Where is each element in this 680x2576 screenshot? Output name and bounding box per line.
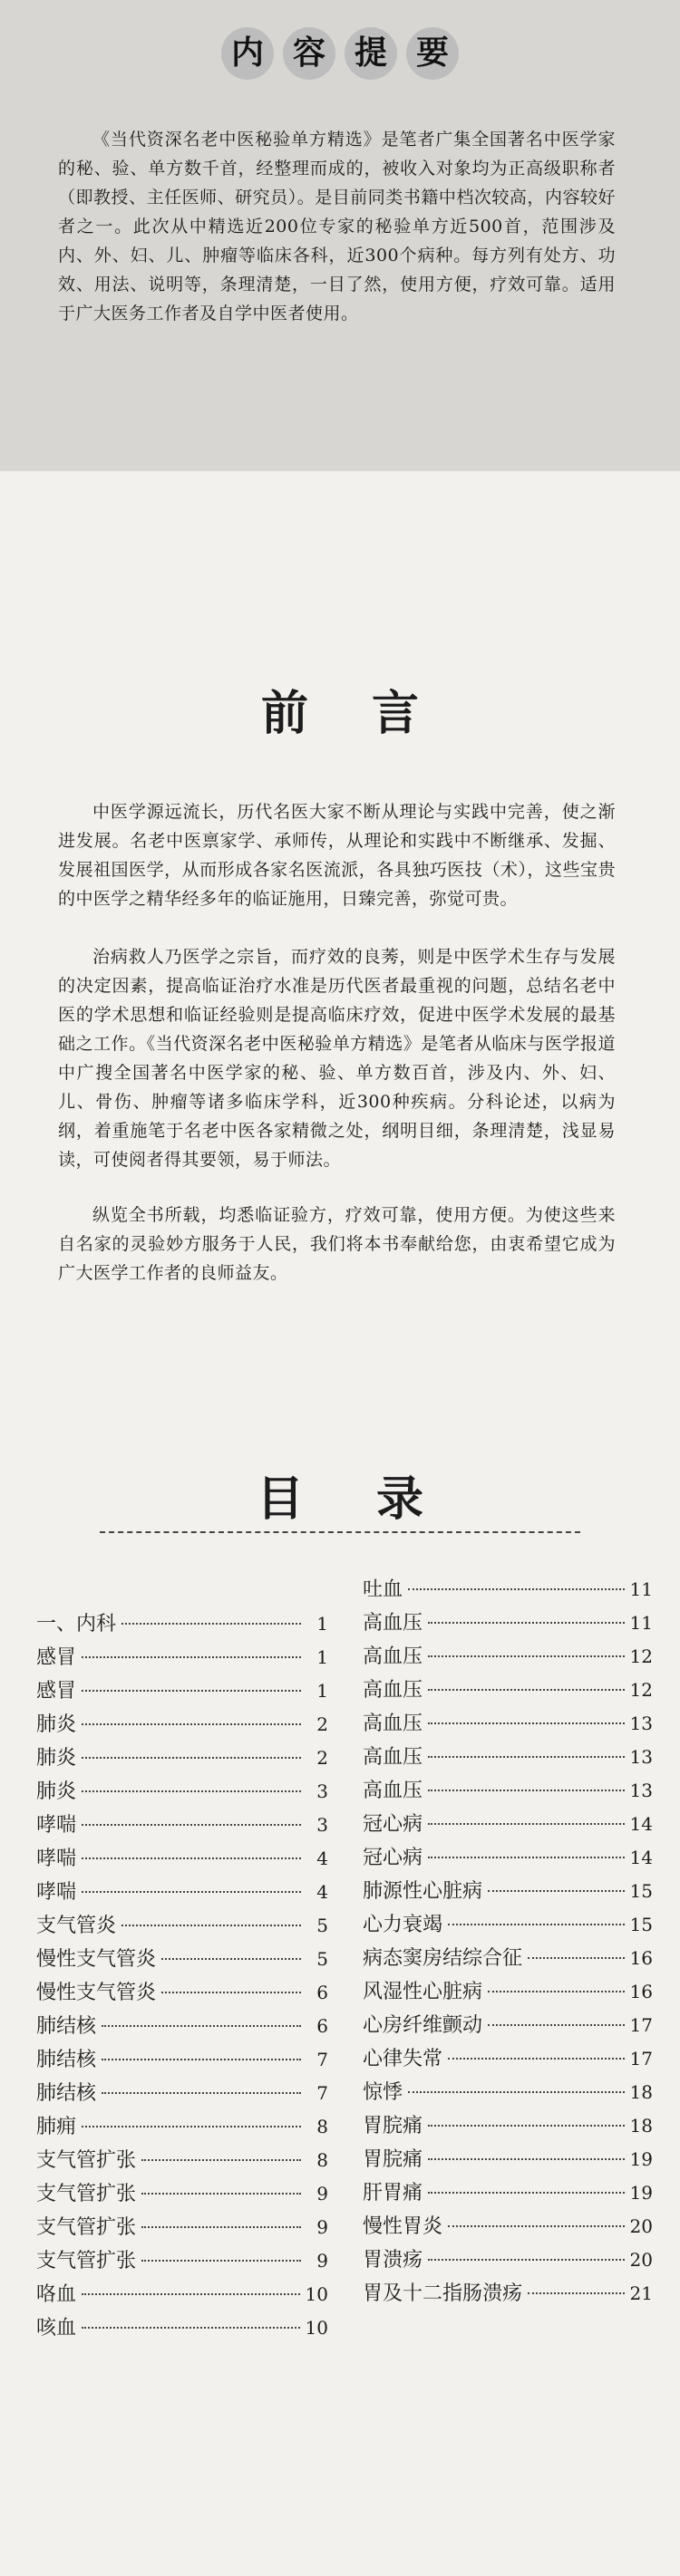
toc-entry[interactable] xyxy=(363,1976,653,2010)
toc-entry[interactable] xyxy=(36,1675,328,1709)
toc-entry-page: 17 xyxy=(629,2048,653,2069)
toc-leader-dots xyxy=(82,2327,300,2329)
toc-entry[interactable] xyxy=(36,2212,328,2245)
toc-entry-page: 10 xyxy=(305,2317,328,2339)
toc-entry[interactable] xyxy=(363,1574,653,1607)
preface-title-char: 前 xyxy=(260,687,308,741)
toc-leader-dots xyxy=(141,2159,301,2161)
toc-entry-label: 肺结核 xyxy=(36,2049,97,2071)
toc-entry-label: 支气管炎 xyxy=(36,1915,117,1937)
toc-leader-dots xyxy=(428,1622,625,1624)
toc-leader-dots xyxy=(408,1588,625,1590)
toc-entry[interactable] xyxy=(36,2312,328,2346)
toc-entry[interactable] xyxy=(363,1876,653,1909)
toc-entry[interactable] xyxy=(36,1608,328,1642)
toc-entry-page: 3 xyxy=(316,1814,328,1836)
toc-entry-page: 13 xyxy=(629,1713,653,1734)
toc-entry-label: 风湿性心脏病 xyxy=(363,1981,483,2003)
toc-entry[interactable] xyxy=(363,1943,653,1976)
preface-paragraph: 纵览全书所载，均悉临证验方，疗效可靠，使用方便。为使这些来自名家的灵验妙方服务于人民，我们将本书奉献给您，由衷希望它成为广大医学工作者的良师益友。 xyxy=(58,1205,616,1283)
toc-entry[interactable] xyxy=(363,1708,653,1741)
toc-leader-dots xyxy=(161,1992,301,1993)
toc-entry-page: 9 xyxy=(316,2250,328,2272)
toc-leader-dots xyxy=(428,2125,625,2127)
preface-paragraph: 治病救人乃医学之宗旨，而疗效的良莠，则是中医学术生存与发展的决定因素，提高临证治疗水准是历代医者最重视的问题，总结名老中医的学术思想和临证经验则是提高临床疗效，促进中医学术发展的最基础之工作。《当代资深名老中医秘验单方精选》是笔者从临床与医学报道中广搜全国著名中医学家的秘、验、单方数百首，涉及内、外、妇、儿、骨伤、肿瘤等诸多临床学科，近300种疾病。分科论述，以病为纲，着重施笔于名老中医各家精微之处，纲明目细，条理清楚，浅显易读，可使阅者得其要领，易于师法。 xyxy=(58,947,616,1170)
toc-leader-dots xyxy=(428,2158,625,2160)
toc-entry[interactable] xyxy=(36,1944,328,1977)
toc-entry-page: 6 xyxy=(316,2015,328,2037)
toc-leader-dots xyxy=(82,1891,301,1893)
toc-entry-page: 11 xyxy=(629,1578,653,1600)
toc-entry[interactable] xyxy=(363,2043,653,2077)
toc-entry-page: 5 xyxy=(316,1948,328,1970)
toc-entry-page: 19 xyxy=(629,2182,653,2204)
toc-entry-label: 胃脘痛 xyxy=(363,2115,423,2137)
toc-entry[interactable] xyxy=(363,1741,653,1775)
toc-entry-page: 2 xyxy=(316,1747,328,1769)
toc-entry[interactable] xyxy=(36,1977,328,2011)
toc-entry-page: 1 xyxy=(316,1613,328,1635)
toc-entry-label: 哮喘 xyxy=(36,1848,77,1870)
toc-entry[interactable] xyxy=(36,1877,328,1910)
toc-leader-dots xyxy=(102,2059,301,2060)
toc-leader-dots xyxy=(82,1824,301,1826)
toc-leader-dots xyxy=(408,2091,625,2093)
toc-entry-label: 高血压 xyxy=(363,1780,423,1802)
toc-entry[interactable] xyxy=(363,1809,653,1842)
toc-entry[interactable] xyxy=(36,2279,328,2312)
toc-entry-label: 胃脘痛 xyxy=(363,2148,423,2171)
toc-entry-page: 21 xyxy=(629,2282,653,2304)
toc-leader-dots xyxy=(428,2192,625,2194)
summary-title xyxy=(0,27,680,80)
toc-entry-page: 20 xyxy=(629,2215,653,2237)
toc-entry-page: 11 xyxy=(629,1612,653,1634)
toc-entry[interactable] xyxy=(363,1909,653,1943)
toc-entry-page: 9 xyxy=(316,2183,328,2205)
toc-leader-dots xyxy=(428,1857,625,1858)
toc-leader-dots xyxy=(82,1857,301,1859)
toc-right-column xyxy=(363,1574,653,2311)
toc-entry-label: 肺源性心脏病 xyxy=(363,1880,483,1903)
summary-title-char: 容 xyxy=(283,27,335,80)
toc-entry-label: 心力衰竭 xyxy=(363,1914,443,1936)
toc-leader-dots xyxy=(102,2092,301,2094)
toc-leader-dots xyxy=(82,2126,301,2127)
toc-leader-dots xyxy=(428,1722,625,1724)
toc-entry[interactable] xyxy=(36,2178,328,2212)
toc-entry-label: 哮喘 xyxy=(36,1881,77,1904)
toc-leader-dots xyxy=(428,1756,625,1758)
toc-entry-label: 高血压 xyxy=(363,1612,423,1635)
toc-entry[interactable] xyxy=(36,2078,328,2111)
toc-entry[interactable] xyxy=(36,1776,328,1809)
toc-entry-page: 7 xyxy=(316,2082,328,2104)
preface-paragraph: 中医学源远流长，历代名医大家不断从理论与实践中完善，使之渐进发展。名老中医禀家学、承师传，从理论和实践中不断继承、发掘、发展祖国医学，从而形成各家名医流派，各具独巧医技（术），这些宝贵的中医学之精华经多年的临证施用，日臻完善，弥觉可贵。 xyxy=(58,802,616,909)
toc-entry-page: 8 xyxy=(316,2116,328,2137)
summary-text: 《当代资深名老中医秘验单方精选》是笔者广集全国著名中医学家的秘、验、单方数千首，经整理而成的，被收入对象均为正高级职称者（即教授、主任医师、研究员）。是目前同类书籍中档次较高，内容较好者之一。此次从中精选近200位专家的秘验单方近500首，范围涉及内、外、妇、儿、肿瘤等临床各科，近300个病种。每方列有处方、功效、用法、说明等，条理清楚，一目了然，使用方便，疗效可靠。适用于广大医务工作者及自学中医者使用。 xyxy=(58,130,616,323)
toc-entry-label: 心律失常 xyxy=(363,2048,443,2070)
toc-entry[interactable] xyxy=(363,1775,653,1809)
toc-entry-label: 一、内科 xyxy=(36,1613,117,1635)
toc-entry-page: 13 xyxy=(629,1746,653,1768)
toc-entry-page: 14 xyxy=(629,1847,653,1868)
toc-entry-label: 冠心病 xyxy=(363,1813,423,1836)
toc-leader-dots xyxy=(528,2292,625,2294)
toc-entry-label: 胃溃疡 xyxy=(363,2249,423,2272)
toc-entry[interactable] xyxy=(363,1607,653,1641)
toc-entry-page: 17 xyxy=(629,2014,653,2036)
toc-leader-dots xyxy=(488,1890,625,1892)
toc-entry[interactable] xyxy=(36,1843,328,1877)
toc-entry-label: 支气管扩张 xyxy=(36,2149,137,2172)
toc-left-column xyxy=(36,1608,328,2346)
toc-entry-label: 高血压 xyxy=(363,1679,423,1702)
toc-entry[interactable] xyxy=(363,2110,653,2144)
toc-entry-label: 支气管扩张 xyxy=(36,2183,137,2205)
toc-entry-label: 咯血 xyxy=(36,2283,77,2306)
toc-leader-dots xyxy=(121,1623,301,1625)
toc-entry-label: 哮喘 xyxy=(36,1814,77,1837)
toc-entry-page: 4 xyxy=(316,1881,328,1903)
toc-entry-page: 8 xyxy=(316,2149,328,2171)
toc-leader-dots xyxy=(428,1790,625,1791)
toc-entry-page: 1 xyxy=(316,1680,328,1702)
toc-entry-page: 1 xyxy=(316,1646,328,1668)
toc-entry[interactable] xyxy=(36,1742,328,1776)
toc-title xyxy=(0,1461,680,1529)
toc-entry-page: 14 xyxy=(629,1813,653,1835)
toc-entry-page: 12 xyxy=(629,1645,653,1667)
toc-entry[interactable] xyxy=(36,2111,328,2145)
toc-entry-page: 5 xyxy=(316,1915,328,1936)
toc-entry[interactable] xyxy=(36,1910,328,1944)
toc-entry-label: 高血压 xyxy=(363,1746,423,1769)
toc-entry-label: 高血压 xyxy=(363,1645,423,1668)
toc-entry-label: 胃及十二指肠溃疡 xyxy=(363,2282,523,2305)
toc-leader-dots xyxy=(121,1925,301,1926)
toc-entry-label: 慢性支气管炎 xyxy=(36,1948,157,1971)
toc-entry-page: 16 xyxy=(629,1981,653,2002)
toc-entry-page: 19 xyxy=(629,2148,653,2170)
toc-entry-page: 6 xyxy=(316,1982,328,2003)
toc-entry-label: 肺结核 xyxy=(36,2015,97,2038)
toc-entry[interactable] xyxy=(363,1674,653,1708)
toc-entry[interactable] xyxy=(36,2145,328,2178)
toc-entry-page: 12 xyxy=(629,1679,653,1701)
toc-entry-label: 咳血 xyxy=(36,2317,77,2340)
toc-entry-page: 7 xyxy=(316,2049,328,2070)
summary-title-char: 内 xyxy=(221,27,274,80)
toc-entry[interactable] xyxy=(363,2244,653,2278)
toc-entry-page: 18 xyxy=(629,2081,653,2103)
toc-entry[interactable] xyxy=(36,2044,328,2078)
toc-entry[interactable] xyxy=(36,2245,328,2279)
toc-entry-label: 感冒 xyxy=(36,1680,77,1703)
toc-entry-label: 肺炎 xyxy=(36,1713,77,1736)
toc-entry-page: 16 xyxy=(629,1947,653,1969)
toc-leader-dots xyxy=(448,2058,625,2060)
toc-entry[interactable] xyxy=(363,2177,653,2211)
toc-entry-page: 20 xyxy=(629,2249,653,2271)
toc-leader-dots xyxy=(161,1958,301,1960)
toc-entry-page: 3 xyxy=(316,1780,328,1802)
toc-entry-page: 15 xyxy=(629,1914,653,1935)
toc-entry-label: 心房纤维颤动 xyxy=(363,2014,483,2037)
toc-leader-dots xyxy=(82,1656,301,1658)
toc-leader-dots xyxy=(428,1689,625,1691)
toc-entry-page: 18 xyxy=(629,2115,653,2137)
toc-leader-dots xyxy=(428,1655,625,1657)
toc-entry-page: 9 xyxy=(316,2216,328,2238)
toc-entry[interactable] xyxy=(36,2011,328,2044)
toc-entry[interactable] xyxy=(363,1842,653,1876)
toc-leader-dots xyxy=(448,2225,625,2227)
toc-entry-label: 肺炎 xyxy=(36,1747,77,1770)
toc-entry-page: 10 xyxy=(305,2283,328,2305)
toc-leader-dots xyxy=(428,2259,625,2261)
preface-title xyxy=(0,675,680,743)
toc-leader-dots xyxy=(141,2226,301,2228)
toc-entry-label: 肺结核 xyxy=(36,2082,97,2105)
toc-entry-label: 肺炎 xyxy=(36,1780,77,1803)
toc-entry-label: 慢性胃炎 xyxy=(363,2215,443,2238)
toc-entry-label: 高血压 xyxy=(363,1713,423,1735)
toc-entry-label: 肺痈 xyxy=(36,2116,77,2138)
toc-divider xyxy=(100,1531,580,1533)
toc-leader-dots xyxy=(488,2024,625,2026)
toc-leader-dots xyxy=(82,1723,301,1725)
toc-entry-label: 支气管扩张 xyxy=(36,2250,137,2272)
toc-entry[interactable] xyxy=(363,2077,653,2110)
toc-entry-label: 支气管扩张 xyxy=(36,2216,137,2239)
toc-title-char: 目 xyxy=(256,1472,304,1527)
toc-entry-label: 惊悸 xyxy=(363,2081,403,2104)
toc-entry-page: 13 xyxy=(629,1780,653,1801)
toc-leader-dots xyxy=(528,1957,625,1959)
toc-entry[interactable] xyxy=(363,1641,653,1674)
toc-leader-dots xyxy=(82,1690,301,1692)
toc-title-char: 录 xyxy=(376,1472,424,1527)
toc-entry[interactable] xyxy=(363,2211,653,2244)
toc-entry-label: 冠心病 xyxy=(363,1847,423,1869)
toc-leader-dots xyxy=(141,2260,301,2262)
toc-leader-dots xyxy=(141,2193,301,2195)
toc-entry-page: 15 xyxy=(629,1880,653,1902)
toc-entry-label: 肝胃痛 xyxy=(363,2182,423,2205)
toc-entry[interactable] xyxy=(363,2010,653,2043)
toc-entry-label: 病态窦房结综合征 xyxy=(363,1947,523,1970)
toc-leader-dots xyxy=(102,2025,301,2027)
toc-entry-label: 慢性支气管炎 xyxy=(36,1982,157,2004)
toc-entry[interactable] xyxy=(363,2278,653,2311)
summary-title-char: 要 xyxy=(406,27,459,80)
toc-entry-page: 4 xyxy=(316,1848,328,1869)
toc-entry-label: 感冒 xyxy=(36,1646,77,1669)
preface-title-char: 言 xyxy=(372,687,420,741)
toc-leader-dots xyxy=(448,1924,625,1925)
toc-leader-dots xyxy=(428,1823,625,1825)
toc-leader-dots xyxy=(82,1757,301,1759)
toc-entry-page: 2 xyxy=(316,1713,328,1735)
toc-entry[interactable] xyxy=(36,1809,328,1843)
toc-entry[interactable] xyxy=(363,2144,653,2177)
toc-entry[interactable] xyxy=(36,1642,328,1675)
summary-title-char: 提 xyxy=(345,27,397,80)
toc-entry-label: 吐血 xyxy=(363,1578,403,1601)
toc-leader-dots xyxy=(488,1991,625,1992)
toc-entry[interactable] xyxy=(36,1709,328,1742)
toc-leader-dots xyxy=(82,2293,300,2295)
toc-leader-dots xyxy=(82,1790,301,1792)
